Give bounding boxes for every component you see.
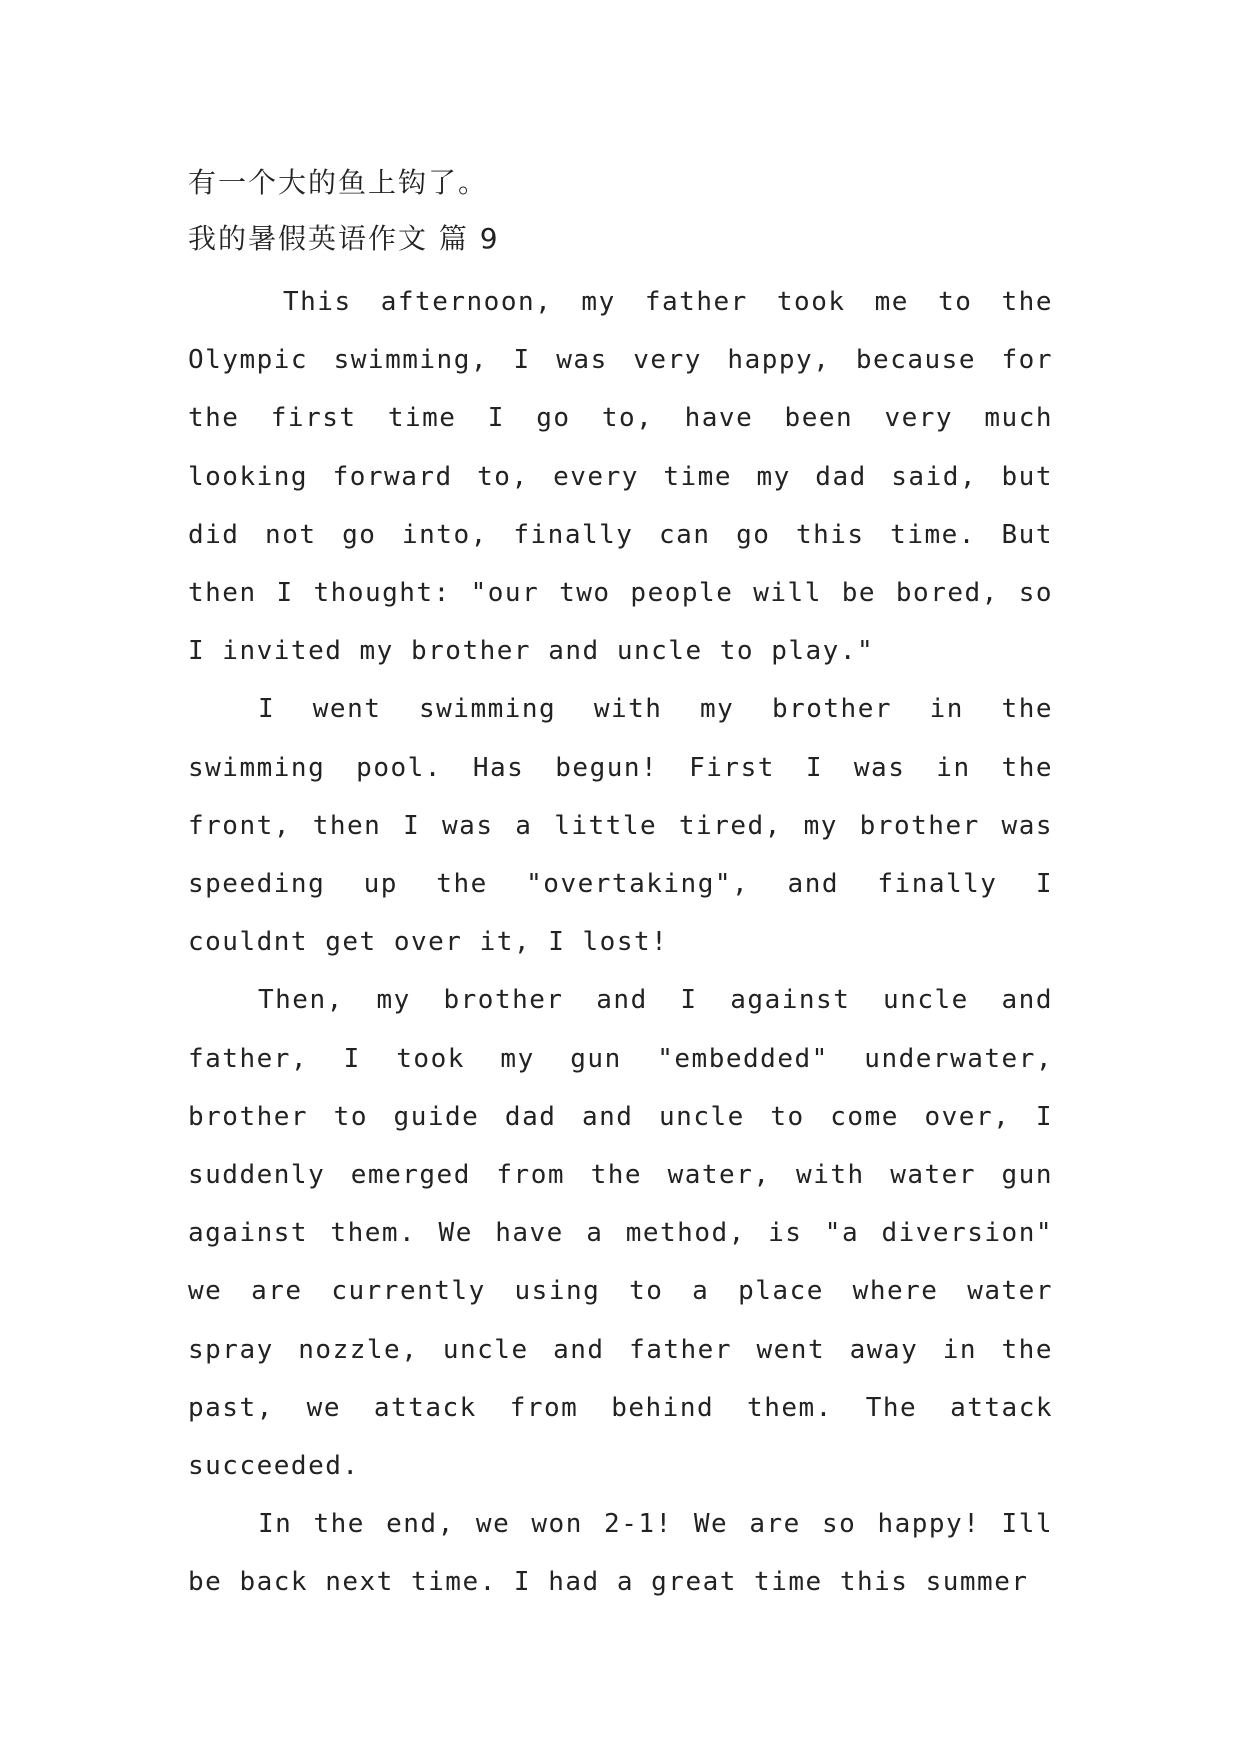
paragraph-1: This afternoon, my father took me to the Olympic swimming, I was very happy, because for the first time I go to, have been very much looking forward to, every time my dad said, but did not go into, finally can go this time. But then I thought: "our two people will be bored, so I invited my brother and uncle to play." bbox=[188, 287, 1053, 667]
paragraph-4: In the end, we won 2-1! We are so happy! Ill be back next time. I had a great time this summer bbox=[188, 1509, 1053, 1598]
paragraph-3: Then, my brother and I against uncle and father, I took my gun "embedded" underwater, brother to guide dad and uncle to come over, I suddenly emerged from the water, with water gun against them. We have a method, is "a diversion" we are currently using to a place where water spray nozzle, uncle and father went away in the past, we attack from behind them. The attack succeeded. bbox=[188, 985, 1053, 1482]
section-title: 我的暑假英语作文 篇 9 bbox=[188, 222, 500, 255]
previous-text-line: 有一个大的鱼上钩了。 bbox=[188, 166, 489, 199]
paragraph-2: I went swimming with my brother in the swimming pool. Has begun! First I was in the front, then I was a little tired, my brother was speeding up the "overtaking", and finally I couldnt get over it, I lost! bbox=[188, 694, 1053, 958]
document-page bbox=[188, 155, 1053, 1612]
